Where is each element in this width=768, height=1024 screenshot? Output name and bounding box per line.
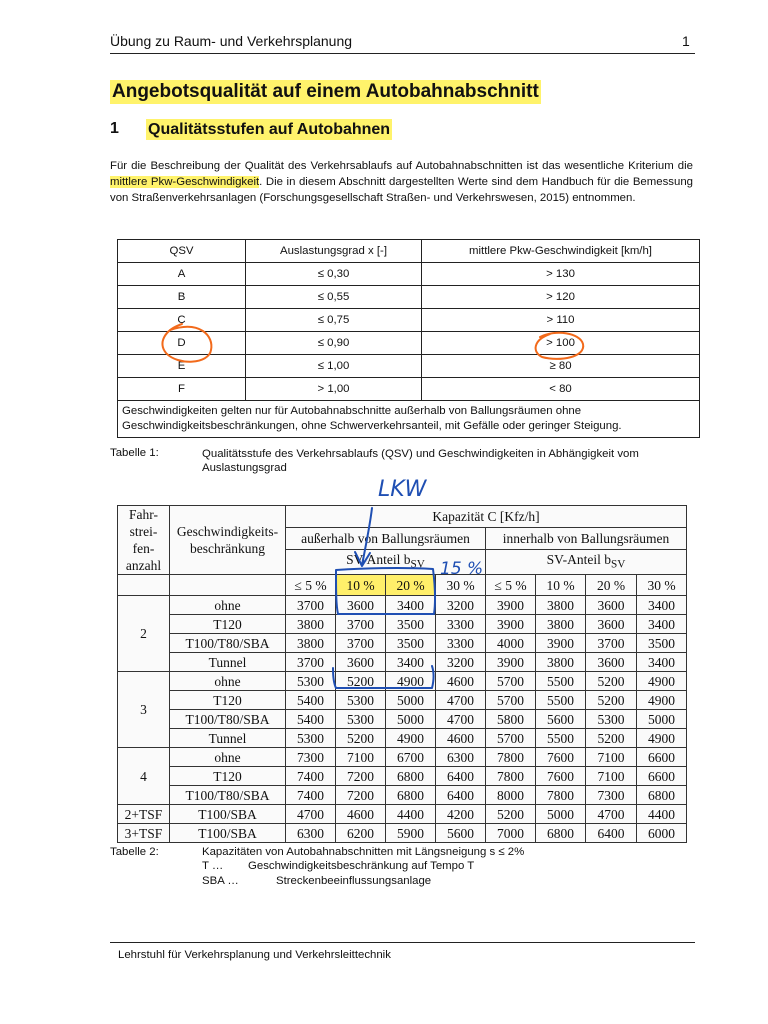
speed-cell: ≥ 80 (422, 355, 700, 378)
capacity-cell: 4900 (386, 672, 436, 691)
header-lanes-4: anzahl (125, 558, 162, 573)
capacity-cell: 7600 (536, 748, 586, 767)
capacity-cell: 6400 (586, 824, 637, 843)
capacity-cell: 7100 (586, 767, 637, 786)
capacity-cell: 5700 (486, 691, 536, 710)
capacity-cell: 5000 (386, 710, 436, 729)
pct-cell: ≤ 5 % (286, 575, 336, 596)
limit-cell: T100/SBA (170, 805, 286, 824)
capacity-cell: 4600 (436, 672, 486, 691)
capacity-cell: 3500 (637, 634, 687, 653)
sv-sub: SV (611, 558, 626, 571)
header-capacity: Kapazität C [Kfz/h] (286, 506, 687, 528)
capacity-cell: 7300 (586, 786, 637, 805)
lanes-cell: 3 (118, 672, 170, 748)
pct-annotation: 15 % (440, 559, 484, 579)
capacity-cell: 4600 (436, 729, 486, 748)
capacity-cell: 6300 (286, 824, 336, 843)
circle-d-mark (163, 324, 212, 362)
header-outside: außerhalb von Ballungsräumen (286, 528, 486, 550)
orange-annotations (163, 324, 584, 362)
capacity-cell: 7300 (286, 748, 336, 767)
capacity-cell: 3600 (336, 596, 386, 615)
capacity-cell: 7200 (336, 767, 386, 786)
auslastung-cell: ≤ 0,75 (246, 309, 422, 332)
limit-cell: T100/T80/SBA (170, 710, 286, 729)
header-inside: innerhalb von Ballungsräumen (486, 528, 687, 550)
auslastung-cell: ≤ 0,30 (246, 263, 422, 286)
capacity-cell: 5300 (336, 710, 386, 729)
capacity-cell: 3800 (536, 615, 586, 634)
capacity-cell: 7800 (486, 748, 536, 767)
capacity-cell: 3800 (536, 596, 586, 615)
limit-cell: T100/T80/SBA (170, 786, 286, 805)
header-limit-2: beschränkung (190, 541, 265, 556)
capacity-cell: 5600 (536, 710, 586, 729)
capacity-cell: 6800 (386, 786, 436, 805)
speed-cell: > 120 (422, 286, 700, 309)
legend-t-value: Geschwindigkeitsbeschränkung auf Tempo T (248, 860, 475, 872)
lkw-annotation: LKW (378, 477, 427, 502)
capacity-cell: 3600 (586, 615, 637, 634)
capacity-cell: 4700 (436, 691, 486, 710)
capacity-cell: 5800 (486, 710, 536, 729)
qsv-cell: A (118, 263, 246, 286)
capacity-cell: 5400 (286, 710, 336, 729)
capacity-cell: 6300 (436, 748, 486, 767)
capacity-cell: 6000 (637, 824, 687, 843)
capacity-cell: 6600 (637, 748, 687, 767)
table2-caption-label: Tabelle 2: (110, 846, 159, 858)
speed-cell: > 110 (422, 309, 700, 332)
capacity-cell: 3800 (536, 653, 586, 672)
pct-cell: 20 % (386, 575, 436, 596)
capacity-cell: 7400 (286, 767, 336, 786)
main-title: Angebotsqualität auf einem Autobahnabschnitt (112, 81, 539, 102)
pct-cell: 20 % (586, 575, 637, 596)
paragraph-after: . Die in diesem Abschnitt dargestellten Werte sind dem Handbuch für die Bemessung von Straßenverkehrsanlagen (Forschungsgesellschaft Straßen- und Verkehrswesen, 2015) entnommen. (110, 176, 693, 204)
legend-sba-key: SBA … (202, 875, 239, 887)
limit-cell: ohne (170, 672, 286, 691)
capacity-cell: 6400 (436, 767, 486, 786)
table2-caption: Kapazitäten von Autobahnabschnitten mit Längsneigung s ≤ 2% (202, 846, 525, 858)
capacity-cell: 5200 (486, 805, 536, 824)
box-5200-4900-mark (333, 666, 434, 688)
capacity-cell: 3300 (436, 615, 486, 634)
capacity-cell: 4400 (637, 805, 687, 824)
capacity-cell: 3900 (536, 634, 586, 653)
capacity-cell: 5200 (586, 729, 637, 748)
capacity-cell: 7800 (536, 786, 586, 805)
capacity-cell: 5000 (386, 691, 436, 710)
legend-sba-value: Streckenbeeinflussungsanlage (276, 875, 432, 887)
capacity-cell: 6700 (386, 748, 436, 767)
paragraph-highlight: mittlere Pkw-Geschwindigkeit (110, 176, 260, 188)
lanes-cell: 4 (118, 748, 170, 805)
capacity-cell: 3600 (586, 653, 637, 672)
capacity-cell: 7600 (536, 767, 586, 786)
capacity-cell: 4200 (436, 805, 486, 824)
capacity-cell: 7400 (286, 786, 336, 805)
capacity-cell: 3600 (586, 596, 637, 615)
capacity-cell: 3500 (386, 615, 436, 634)
capacity-cell: 5200 (586, 691, 637, 710)
sv-label: SV-Anteil b (346, 551, 411, 567)
page-number: 1 (682, 33, 690, 49)
capacity-cell: 3600 (336, 653, 386, 672)
capacity-cell: 3900 (486, 615, 536, 634)
limit-cell: Tunnel (170, 653, 286, 672)
header-title: Übung zu Raum- und Verkehrsplanung (110, 33, 353, 49)
table1-header-speed: mittlere Pkw-Geschwindigkeit [km/h] (422, 240, 700, 263)
capacity-cell: 3900 (486, 653, 536, 672)
limit-cell: T120 (170, 691, 286, 710)
limit-cell: ohne (170, 596, 286, 615)
capacity-cell: 7100 (586, 748, 637, 767)
capacity-cell: 7000 (486, 824, 536, 843)
pct-cell: ≤ 5 % (486, 575, 536, 596)
auslastung-cell: ≤ 0,55 (246, 286, 422, 309)
capacity-cell: 3400 (386, 653, 436, 672)
capacity-cell: 5200 (336, 672, 386, 691)
capacity-cell: 5000 (536, 805, 586, 824)
capacity-cell: 5500 (536, 672, 586, 691)
section-number: 1 (110, 120, 119, 137)
lanes-cell: 2 (118, 596, 170, 672)
capacity-cell: 3200 (436, 596, 486, 615)
capacity-cell: 4700 (586, 805, 637, 824)
capacity-cell: 5200 (336, 729, 386, 748)
header-limit-1: Geschwindigkeits- (176, 524, 279, 539)
qsv-cell: D (118, 332, 246, 355)
capacity-cell: 6400 (436, 786, 486, 805)
capacity-cell: 8000 (486, 786, 536, 805)
capacity-cell: 5000 (637, 710, 687, 729)
capacity-cell: 3400 (386, 596, 436, 615)
capacity-cell: 5700 (486, 672, 536, 691)
pct-cell: 30 % (637, 575, 687, 596)
capacity-cell: 4900 (386, 729, 436, 748)
paragraph-before: Für die Beschreibung der Qualität des Verkehrsablaufs auf Autobahnabschnitten ist das wesentliche Kriterium die (110, 160, 693, 172)
capacity-cell: 5400 (286, 691, 336, 710)
pct-cell: 30 % (436, 575, 486, 596)
section-title: Qualitätsstufen auf Autobahnen (148, 121, 391, 138)
capacity-cell: 7100 (336, 748, 386, 767)
capacity-cell: 5300 (286, 729, 336, 748)
capacity-cell: 6800 (637, 786, 687, 805)
capacity-cell: 4900 (637, 691, 687, 710)
capacity-cell: 3200 (436, 653, 486, 672)
capacity-cell: 3700 (336, 634, 386, 653)
qsv-cell: B (118, 286, 246, 309)
capacity-cell: 3400 (637, 596, 687, 615)
capacity-cell: 3800 (286, 615, 336, 634)
capacity-cell: 3400 (637, 653, 687, 672)
limit-cell: Tunnel (170, 729, 286, 748)
auslastung-cell: ≤ 0,90 (246, 332, 422, 355)
capacity-cell: 3700 (286, 653, 336, 672)
pct-cell: 10 % (336, 575, 386, 596)
qsv-cell: F (118, 378, 246, 401)
capacity-cell: 4000 (486, 634, 536, 653)
capacity-cell: 7800 (486, 767, 536, 786)
limit-cell: T100/SBA (170, 824, 286, 843)
capacity-cell: 3300 (436, 634, 486, 653)
qsv-cell: C (118, 309, 246, 332)
capacity-cell: 4900 (637, 672, 687, 691)
table1-caption-label: Tabelle 1: (110, 447, 159, 459)
pct-cell: 10 % (536, 575, 586, 596)
capacity-cell: 3900 (486, 596, 536, 615)
auslastung-cell: ≤ 1,00 (246, 355, 422, 378)
header-lanes-2: strei- (129, 524, 158, 539)
capacity-cell: 4700 (286, 805, 336, 824)
table1-note: Geschwindigkeiten gelten nur für Autobahnabschnitte außerhalb von Ballungsräumen ohne Geschwindigkeitsbeschränkungen, ohne Schwerverkehrsanteil, mit Gefälle oder geringer Steigung. (118, 401, 700, 438)
box-10-20-mark (336, 568, 435, 614)
capacity-cell: 7200 (336, 786, 386, 805)
capacity-cell: 3700 (586, 634, 637, 653)
capacity-cell: 5500 (536, 691, 586, 710)
capacity-cell: 5300 (586, 710, 637, 729)
capacity-cell: 5600 (436, 824, 486, 843)
capacity-cell: 4600 (336, 805, 386, 824)
capacity-cell: 3700 (336, 615, 386, 634)
speed-cell: > 100 (422, 332, 700, 355)
capacity-cell: 6600 (637, 767, 687, 786)
table1-caption: Qualitätsstufe des Verkehrsablaufs (QSV) und Geschwindigkeiten in Abhängigkeit vom Auslastungsgrad (202, 448, 639, 474)
limit-cell: T120 (170, 767, 286, 786)
table1-header-qsv: QSV (118, 240, 246, 263)
capacity-cell: 6800 (536, 824, 586, 843)
capacity-cell: 3500 (386, 634, 436, 653)
capacity-cell: 5300 (286, 672, 336, 691)
capacity-cell: 6200 (336, 824, 386, 843)
capacity-cell: 3400 (637, 615, 687, 634)
capacity-cell: 6800 (386, 767, 436, 786)
limit-cell: T100/T80/SBA (170, 634, 286, 653)
auslastung-cell: > 1,00 (246, 378, 422, 401)
capacity-cell: 5200 (586, 672, 637, 691)
sv-sub: SV (410, 558, 425, 571)
capacity-cell: 5500 (536, 729, 586, 748)
table1-header-auslastung: Auslastungsgrad x [-] (246, 240, 422, 263)
lanes-cell: 3+TSF (118, 824, 170, 843)
capacity-cell: 4900 (637, 729, 687, 748)
footer-text: Lehrstuhl für Verkehrsplanung und Verkehrsleittechnik (118, 949, 391, 961)
blue-annotations (333, 508, 435, 688)
header-lanes-3: fen- (132, 541, 155, 556)
capacity-cell: 4700 (436, 710, 486, 729)
capacity-cell: 4400 (386, 805, 436, 824)
qsv-cell: E (118, 355, 246, 378)
legend-t-key: T … (202, 860, 224, 872)
limit-cell: ohne (170, 748, 286, 767)
capacity-cell: 5900 (386, 824, 436, 843)
capacity-cell: 3700 (286, 596, 336, 615)
speed-cell: > 130 (422, 263, 700, 286)
capacity-cell: 3800 (286, 634, 336, 653)
speed-cell: < 80 (422, 378, 700, 401)
capacity-cell: 5300 (336, 691, 386, 710)
sv-label: SV-Anteil b (546, 551, 611, 567)
limit-cell: T120 (170, 615, 286, 634)
header-lanes-1: Fahr- (129, 507, 158, 522)
circle-100-mark (536, 333, 584, 359)
lanes-cell: 2+TSF (118, 805, 170, 824)
capacity-cell: 5700 (486, 729, 536, 748)
